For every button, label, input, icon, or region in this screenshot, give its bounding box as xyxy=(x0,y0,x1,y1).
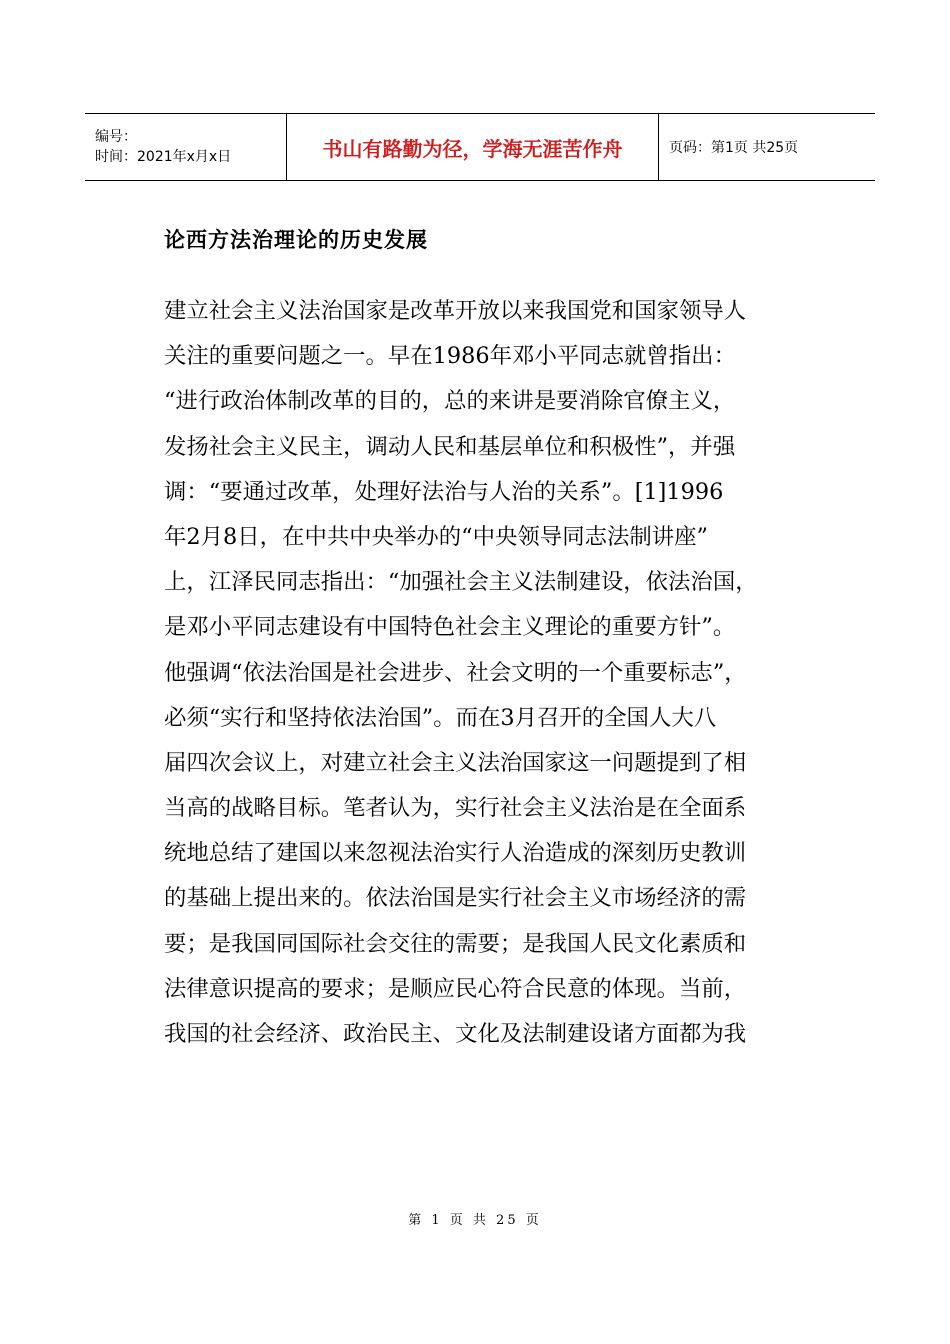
body-line: 的基础上提出来的。依法治国是实行社会主义市场经济的需 xyxy=(164,885,747,912)
body-line: 当高的战略目标。笔者认为，实行社会主义法治是在全面系 xyxy=(164,795,747,822)
body-line: 我国的社会经济、政治民主、文化及法制建设诸方面都为我 xyxy=(164,1021,747,1047)
body-line: 统地总结了建国以来忽视法治实行人治造成的深刻历史教训 xyxy=(164,840,747,867)
body-line: 是邓小平同志建设有中国特色社会主义理论的重要方针”。 xyxy=(164,614,736,641)
body-line: 法律意识提高的要求；是顺应民心符合民意的体现。当前， xyxy=(164,975,747,1002)
header-page-cell xyxy=(659,114,875,180)
body-line: “进行政治体制改革的目的，总的来讲是要消除官僚主义， xyxy=(164,388,736,415)
document-number-label: 编号： xyxy=(95,129,137,145)
page-footer: 第 1 页 共 25 页 xyxy=(408,1213,542,1228)
header-motto-cell xyxy=(286,114,659,180)
body-line: 上，江泽民同志指出：“加强社会主义法制建设，依法治国， xyxy=(164,569,758,596)
body-line: 他强调“依法治国是社会进步、社会文明的一个重要标志”， xyxy=(164,659,747,686)
body-line: 要；是我国同国际社会交往的需要；是我国人民文化素质和 xyxy=(164,930,747,957)
body-line: 年2月8日，在中共中央举办的“中央领导同志法制讲座” xyxy=(164,523,708,550)
body-line: 届四次会议上，对建立社会主义法治国家这一问题提到了相 xyxy=(164,749,747,776)
header-page-label: 页码：第1页 共25页 xyxy=(669,140,799,156)
document-time-label: 时间：2021年x月x日 xyxy=(95,149,232,165)
body-line: 调：“要通过改革，处理好法治与人治的关系”。[1]1996 xyxy=(164,478,724,505)
body-line: 关注的重要问题之一。早在1986年邓小平同志就曾指出： xyxy=(164,343,736,370)
document-title: 论西方法治理论的历史发展 xyxy=(164,228,428,252)
header-motto: 书山有路勤为径，学海无涯苦作舟 xyxy=(322,136,623,161)
body-line: 发扬社会主义民主，调动人民和基层单位和积极性”，并强 xyxy=(164,433,736,460)
header-meta xyxy=(85,114,286,180)
body-line: 必须“实行和坚持依法治国”。而在3月召开的全国人大八 xyxy=(164,704,717,731)
page-header xyxy=(85,113,875,181)
document-body xyxy=(164,293,794,1061)
body-line: 建立社会主义法治国家是改革开放以来我国党和国家领导人 xyxy=(164,298,747,324)
